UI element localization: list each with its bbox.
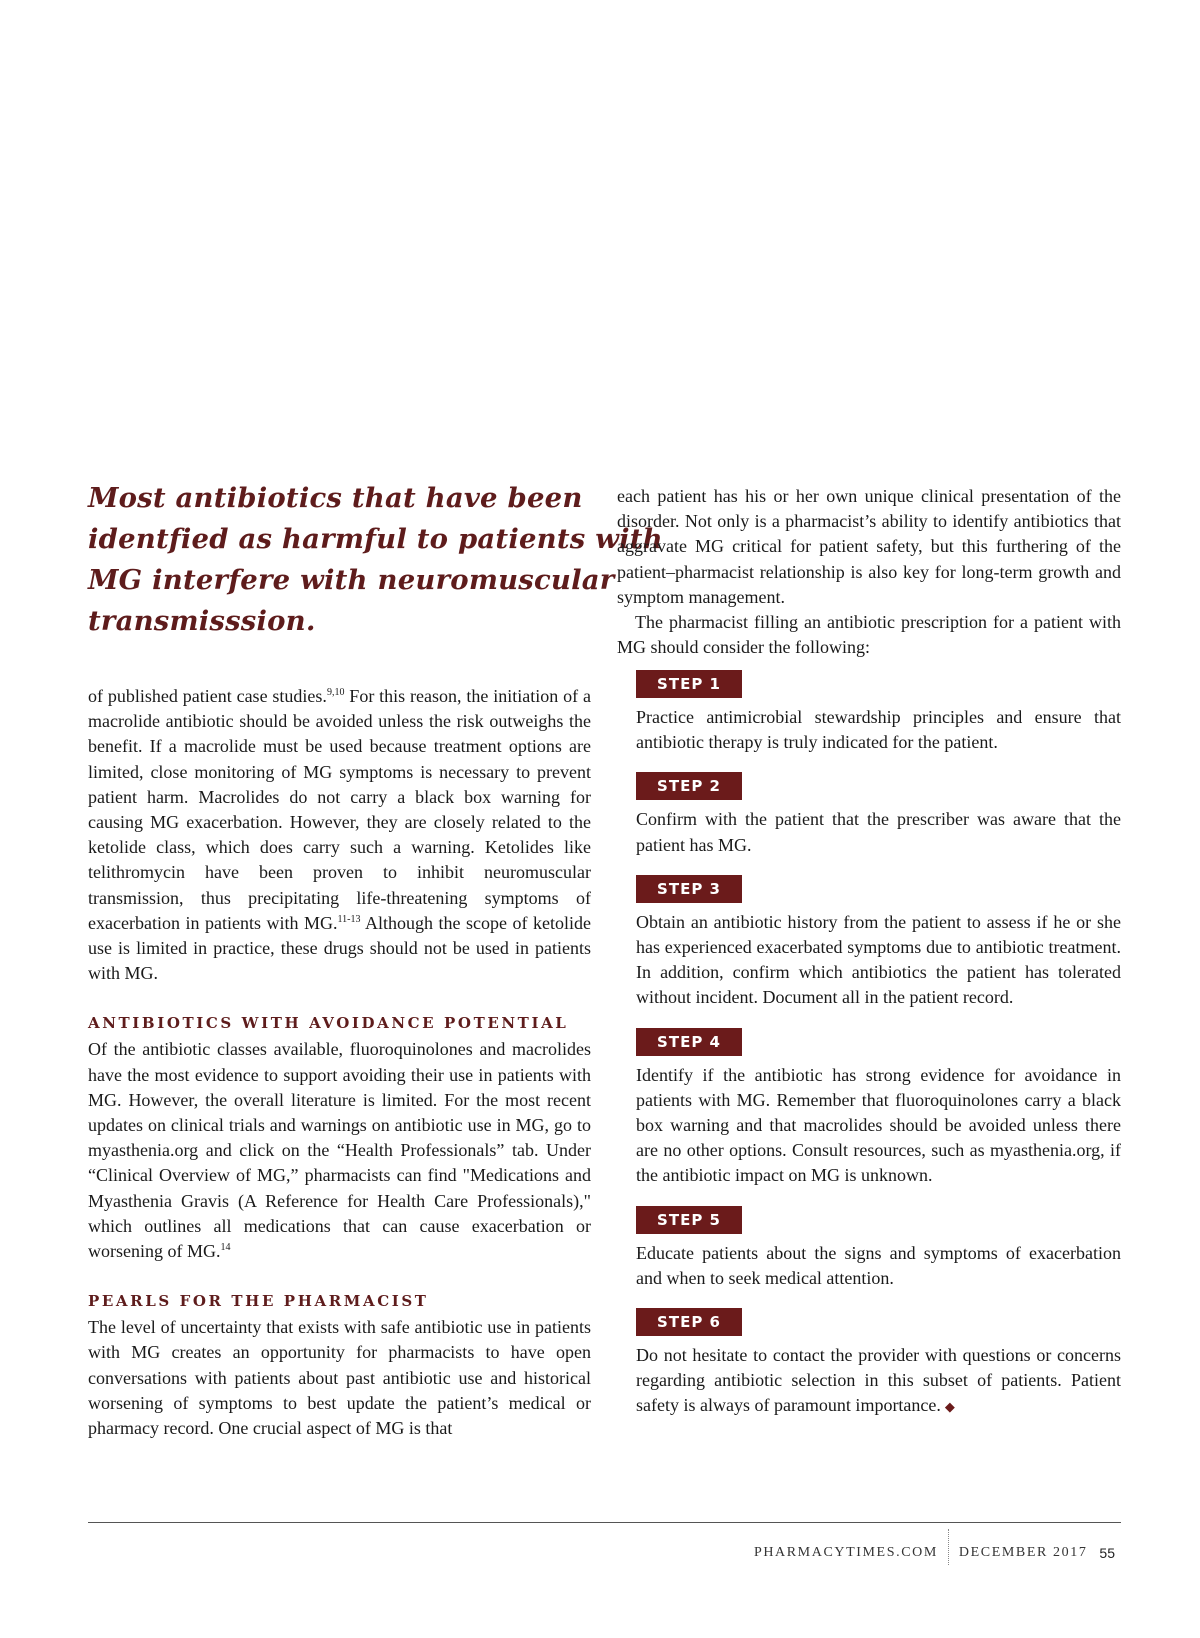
footer-divider xyxy=(88,1522,1121,1523)
step-text: Identify if the antibiotic has strong evidence for avoidance in patients with MG. Remember that fluoroquinolones carry a black box warning and that macrolides should be avoided unless there are no other options. Consult resources, such as myasthenia.org, if the antibiotic impact on MG is unknown. xyxy=(636,1064,1121,1186)
footer-site: PHARMACYTIMES.COM xyxy=(753,1545,938,1560)
step-text: Obtain an antibiotic history from the patient to assess if he or she has experienced exacerbated symptoms due to antibiotic treatment. In addition, confirm which antibiotics the patient has tolerated without incident. Document all in the patient record. xyxy=(636,911,1121,1008)
body-paragraph: each patient has his or her own unique clinical presentation of the disorder. Not only is a pharmacist’s ability to identify antibiotics that aggravate MG critical for patient safety, but this furthering of the patient–pharmacist relationship is also key for long-term growth and symptom management. xyxy=(617,486,1121,607)
reference-superscript: 11-13 xyxy=(337,913,361,925)
step-item xyxy=(636,875,1121,1011)
step-item xyxy=(636,1206,1121,1291)
section-heading-avoidance: ANTIBIOTICS WITH AVOIDANCE POTENTIAL xyxy=(88,1014,569,1033)
left-column xyxy=(88,684,591,1441)
reference-superscript: 14 xyxy=(220,1242,231,1254)
end-mark-diamond-icon: ◆ xyxy=(944,1399,955,1415)
pull-quote-line: Most antibiotics that have been xyxy=(88,482,583,514)
pull-quote xyxy=(88,478,663,642)
step-badge: STEP 2 xyxy=(636,772,742,800)
step-badge: STEP 5 xyxy=(636,1206,742,1234)
text-run: Do not hesitate to contact the provider with questions or concerns regarding antibiotic selection in this subset of patients. Patient safety is always of paramount importance. xyxy=(636,1345,1121,1416)
page-footer xyxy=(754,1535,1115,1571)
step-item xyxy=(636,772,1121,857)
footer-separator xyxy=(948,1529,949,1565)
pull-quote-line: identfied as harmful to patients with xyxy=(88,523,663,555)
body-paragraph: The pharmacist filling an antibiotic prescription for a patient with MG should consider the following: xyxy=(617,612,1121,658)
pull-quote-line: MG interfere with neuromuscular xyxy=(88,564,615,596)
section-heading-pearls: PEARLS FOR THE PHARMACIST xyxy=(88,1292,429,1311)
body-paragraph xyxy=(88,1037,591,1264)
step-badge: STEP 1 xyxy=(636,670,742,698)
text-run: For this reason, the initiation of a macrolide antibiotic should be avoided unless the risk outweighs the benefit. If a macrolide must be used because treatment options are limited, close monitoring of MG symptoms is necessary to prevent patient harm. Macrolides do not carry a black box warning for causing MG exacerbation. However, they are closely related to the ketolide class, which does carry such a warning. Ketolides like telithromycin have been proven to inhibit neuromuscular transmission, thus precipitating life-threatening symptoms of exacerbation in patients with MG. xyxy=(88,686,591,933)
right-column xyxy=(617,484,1121,660)
step-item xyxy=(636,670,1121,755)
step-text: Educate patients about the signs and symptoms of exacerbation and when to seek medical attention. xyxy=(636,1242,1121,1288)
text-run: Of the antibiotic classes available, fluoroquinolones and macrolides have the most evidence to support avoiding their use in patients with MG. However, the overall literature is limited. For the most recent updates on clinical trials and warnings on antibiotic use in MG, go to myasthenia.org and click on the “Health Professionals” tab. Under “Clinical Overview of MG,” pharmacists can find "Medications and Myasthenia Gravis (A Reference for Health Care Professionals)," which outlines all medications that can cause exacerbation or worsening of MG. xyxy=(88,1039,591,1262)
step-badge: STEP 6 xyxy=(636,1308,742,1336)
text-run: of published patient case studies. xyxy=(88,686,327,706)
body-paragraph: The level of uncertainty that exists with safe antibiotic use in patients with MG creates an opportunity for pharmacists to have open conversations with patients about past antibiotic use and historical worsening of symptoms to best update the patient’s medical or pharmacy record. One crucial aspect of MG is that xyxy=(88,1317,591,1439)
reference-superscript: 9,10 xyxy=(326,687,345,698)
step-item xyxy=(636,1308,1121,1420)
page-number: 55 xyxy=(1099,1545,1115,1561)
step-badge: STEP 3 xyxy=(636,875,742,903)
body-paragraph xyxy=(88,684,591,986)
step-text: Practice antimicrobial stewardship principles and ensure that antibiotic therapy is truly indicated for the patient. xyxy=(636,707,1121,753)
step-item xyxy=(636,1028,1121,1189)
text-run: Although the scope of ketolide use is limited in practice, these drugs should not be used in patients with MG. xyxy=(88,912,591,984)
step-badge: STEP 4 xyxy=(636,1028,742,1056)
step-text: Confirm with the patient that the prescriber was aware that the patient has MG. xyxy=(636,809,1121,855)
pull-quote-line: transmisssion. xyxy=(88,605,316,637)
steps-list xyxy=(636,670,1121,1437)
footer-issue: DECEMBER 2017 xyxy=(958,1545,1088,1560)
step-text xyxy=(636,1343,1121,1420)
